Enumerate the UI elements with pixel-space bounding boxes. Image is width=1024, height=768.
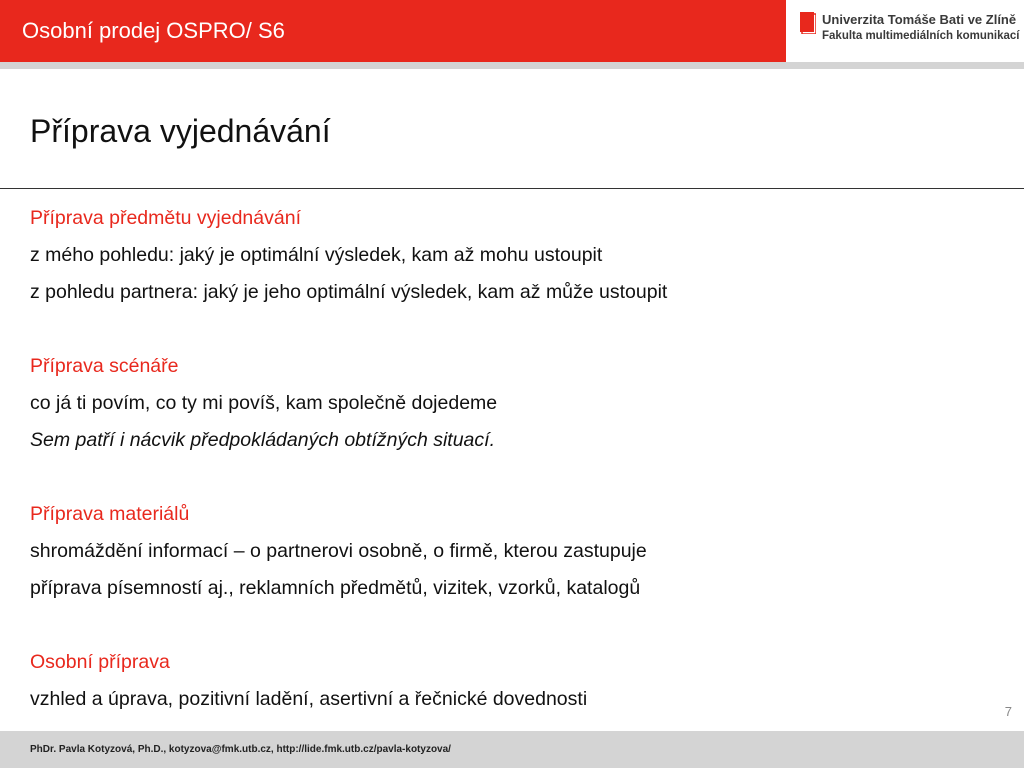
content-line: z pohledu partnera: jaký je jeho optimální výsledek, kam až může ustoupit [30, 281, 668, 303]
section-heading: Příprava materiálů [30, 503, 190, 525]
university-name: Univerzita Tomáše Bati ve Zlíně [822, 12, 1017, 27]
content-line: příprava písemností aj., reklamních předmětů, vizitek, vzorků, katalogů [30, 577, 641, 599]
slide-content [30, 200, 1010, 718]
content-line: shromáždění informací – o partnerovi osobně, o firmě, kterou zastupuje [30, 540, 647, 562]
content-line: vzhled a úprava, pozitivní ladění, asertivní a řečnické dovednosti [30, 688, 588, 710]
section-heading: Příprava scénáře [30, 355, 179, 377]
footer-text: PhDr. Pavla Kotyzová, Ph.D., kotyzova@fmk.utb.cz, http://lide.fmk.utb.cz/pavla-kotyzova/ [30, 744, 451, 755]
slide-title: Příprava vyjednávání [30, 113, 331, 149]
faculty-name: Fakulta multimediálních komunikací [822, 30, 1020, 42]
slide-footer [0, 731, 1024, 768]
page-number: 7 [1004, 704, 1012, 719]
content-line: Sem patří i nácvik předpokládaných obtížných situací. [30, 429, 495, 451]
spacer [30, 459, 1010, 496]
book-logo-icon [800, 12, 816, 34]
section-heading: Osobní příprava [30, 651, 170, 673]
header-red-band [0, 0, 786, 62]
section-heading: Příprava předmětu vyjednávání [30, 207, 301, 229]
spacer [30, 607, 1010, 644]
slide-header [0, 0, 1024, 62]
content-line: co já ti povím, co ty mi povíš, kam společně dojedeme [30, 392, 498, 414]
course-title: Osobní prodej OSPRO/ S6 [22, 18, 285, 43]
header-grey-band [0, 62, 1024, 69]
title-divider [0, 188, 1024, 189]
spacer [30, 311, 1010, 348]
content-line: z mého pohledu: jaký je optimální výsledek, kam až mohu ustoupit [30, 244, 603, 266]
